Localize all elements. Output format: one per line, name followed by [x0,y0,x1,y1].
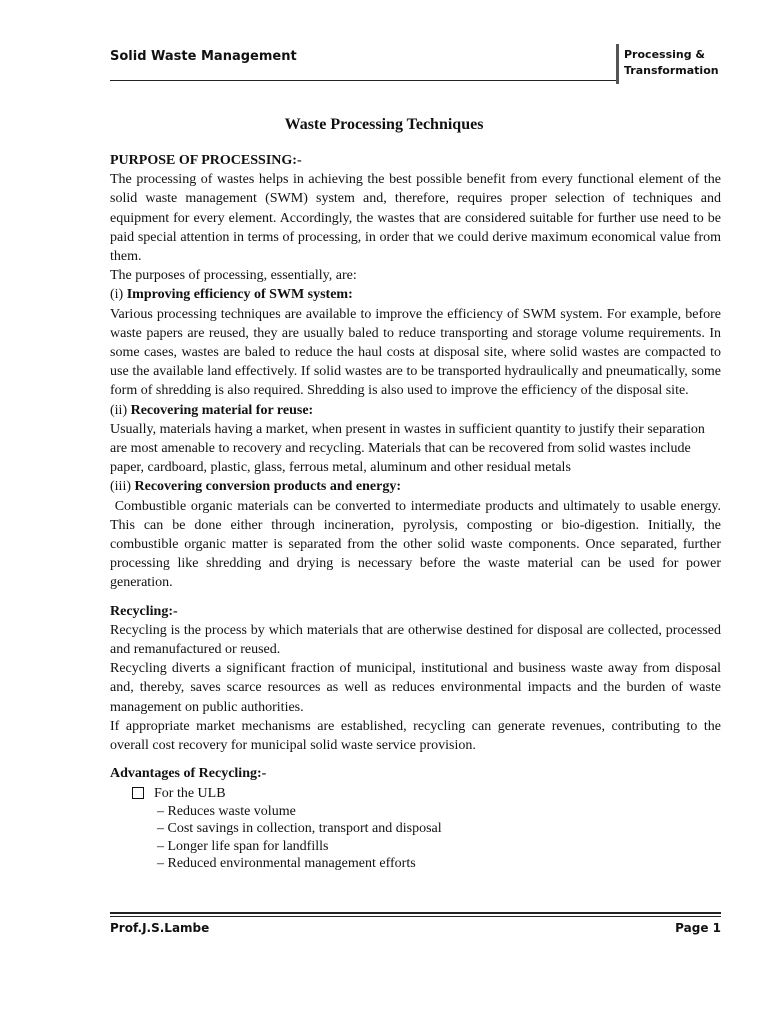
header-course-title: Solid Waste Management [110,49,297,64]
recycling-paragraph: If appropriate market mechanisms are established, recycling can generate revenues, contributing to the overall cost recovery for municipal solid waste service provision. [110,718,721,754]
advantage-item: – Longer life span for landfills [157,838,329,854]
recycling-heading: Recycling:- [110,603,178,619]
footer-author: Prof.J.S.Lambe [110,921,210,935]
item-heading: Improving efficiency of SWM system: [126,287,353,303]
purpose-item-heading [110,401,721,420]
footer-page-number: Page 1 [675,921,721,935]
purpose-paragraph: The processing of wastes helps in achieving the best possible benefit from every functional element of the solid waste management (SWM) system and, therefore, requires proper selection of techniques and equipment for every element. Accordingly, the wastes that are considered suitable for further use need to be paid special attention in terms of processing, in order that we could derive maximum economical value from them. [110,172,721,265]
purpose-item-text: Usually, materials having a market, when present in wastes in sufficient quantity to justify their separation are most amenable to recovery and recycling. Materials that can be recovered from solid wastes include paper, cardboard, plastic, glass, ferrous metal, aluminum and other residual metals [110,421,705,476]
item-heading: Recovering conversion products and energy: [134,479,401,495]
page-title: Waste Processing Techniques [284,116,484,133]
recycling-paragraph: Recycling diverts a significant fraction of municipal, institutional and business waste away from disposal and, thereby, saves scarce resources as well as reduces environmental impacts and the burden of waste management on public authorities. [110,661,721,715]
purpose-item-text: Combustible organic materials can be converted to intermediate products and ultimately to usable energy. This can be done either through incineration, pyrolysis, composting or bio-digestion. Initially, the combustible organic matter is separated from the other solid waste components. Once separated, further processing like shredding and drying is necessary before the waste material can be used for power generation. [110,498,725,591]
item-number: (iii) [110,479,131,495]
header-chapter [624,47,719,79]
purpose-item-text: Various processing techniques are available to improve the efficiency of SWM system. For example, before waste papers are reused, they are usually baled to reduce transporting and storage volume requirements. In some cases, wastes are baled to reduce the haul costs at disposal site, where solid wastes are compacted to use the available land effectively. If solid wastes are to be transported hydraulically and pneumatically, some form of shredding is also required. Shredding is also used to improve the efficiency of the disposal site. [110,306,721,399]
advantage-item: – Reduced environmental management efforts [157,856,416,872]
advantage-group-label: For the ULB [154,785,226,801]
advantage-group [132,784,721,803]
item-heading: Recovering material for reuse: [130,402,314,418]
header-rule [110,80,616,81]
purpose-item-heading [110,477,721,496]
header-separator [616,44,619,84]
purpose-item-heading [110,285,721,304]
advantage-item: – Reduces waste volume [157,803,296,819]
item-number: (ii) [110,402,128,418]
recycling-paragraph: Recycling is the process by which materials that are otherwise destined for disposal are collected, processed and remanufactured or reused. [110,622,721,658]
header-chapter-line2: Transformation [624,64,719,77]
document-body [110,151,725,873]
header-chapter-line1: Processing & [624,48,706,61]
purpose-intro: The purposes of processing, essentially, are: [110,268,357,284]
advantage-item: – Cost savings in collection, transport and disposal [157,821,442,837]
purpose-heading: PURPOSE OF PROCESSING:- [110,153,302,168]
footer-rule [110,912,721,914]
footer-rule-thin [110,916,721,917]
checkbox-bullet-icon [132,787,144,799]
item-number: (i) [110,287,124,303]
advantages-heading: Advantages of Recycling:- [110,766,267,782]
